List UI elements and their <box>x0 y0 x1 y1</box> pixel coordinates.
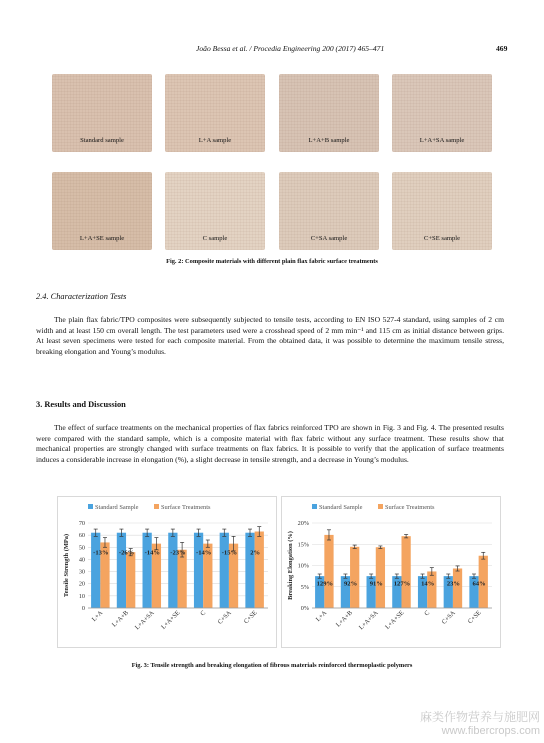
section-2-4-paragraph: The plain flax fabric/TPO composites were subsequently subjected to tensile tests, according to EN ISO 527-4 standard, using samples of 2 cm width and at least 150 cm overall length. The test parameters used were a crosshead speed of 2 mm min⁻¹ and 115 cm as initial distance between grips. At least seven specimens were tested for each composite material. From the obtained data, it was possible to determine the maximum tensile stress, breaking elongation and Young’s modulus. <box>36 315 504 356</box>
photo-label: C+SE sample <box>423 235 461 242</box>
x-tick-label: C <box>199 609 208 618</box>
section-3-heading: 3. Results and Discussion <box>36 400 126 409</box>
x-tick-label: L+A <box>90 609 105 623</box>
x-tick-label: C <box>423 609 432 618</box>
x-tick-label: L+A+SA <box>133 609 156 632</box>
x-tick-label: L+A+SE <box>384 609 406 631</box>
bar <box>168 533 177 608</box>
y-axis-label: Breaking Elongation (%) <box>287 531 294 600</box>
y-tick-label: 10% <box>297 562 309 570</box>
photo-la-sample <box>165 74 265 152</box>
percent-change-label: 23% <box>446 580 461 588</box>
watermark-logo-text: 麻类作物营养与施肥网 <box>419 710 540 724</box>
photo-csa-sample <box>279 172 379 250</box>
x-tick-label: L+A+SE <box>160 609 182 631</box>
section-2-4-heading: 2.4. Characterization Tests <box>36 292 127 301</box>
x-tick-label: C+SE <box>466 609 483 626</box>
bar <box>324 535 333 608</box>
x-tick-label: L+A+B <box>110 609 130 629</box>
x-tick-label: C+SA <box>440 609 457 626</box>
photo-c-sample <box>165 172 265 250</box>
y-tick-label: 30 <box>78 568 85 576</box>
bar <box>220 533 229 608</box>
breaking-elongation-chart <box>281 496 501 648</box>
photo-cse-sample <box>392 172 492 250</box>
bar <box>143 533 152 608</box>
page-number: 469 <box>496 44 508 53</box>
percent-change-label: 2% <box>250 549 261 557</box>
figure-2-photo-grid <box>52 74 496 253</box>
bar <box>245 533 254 608</box>
y-axis-label: Tensile Strength (MPa) <box>63 533 70 598</box>
percent-change-label: -26% <box>118 549 135 557</box>
photo-label: L+A+SA sample <box>419 137 465 144</box>
legend-swatch <box>154 504 159 509</box>
figure-3-caption: Fig. 3: Tensile strength and breaking elongation of fibrous materials reinforced thermoplastic polymers <box>131 662 413 669</box>
bar <box>453 568 462 608</box>
page-header <box>0 44 544 58</box>
legend <box>88 504 211 511</box>
bar <box>177 550 186 608</box>
bar <box>376 547 385 608</box>
legend-label: Standard Sample <box>319 504 363 511</box>
photo-lab-sample <box>279 74 379 152</box>
percent-change-label: -23% <box>170 549 186 557</box>
running-title: João Bessa et al. / Procedia Engineering 200 (2017) 465–471 <box>196 44 385 53</box>
photo-label: C+SA sample <box>310 235 348 242</box>
photo-lasa-sample <box>392 74 492 152</box>
y-tick-label: 50 <box>78 544 85 552</box>
percent-change-label: 64% <box>472 580 486 588</box>
x-tick-label: L+A <box>314 609 329 623</box>
y-tick-label: 70 <box>78 520 85 527</box>
percent-change-label: -14% <box>196 549 212 557</box>
legend <box>312 504 435 511</box>
x-tick-label: L+A+B <box>334 609 354 629</box>
photo-label: L+A sample <box>198 137 232 144</box>
percent-change-label: 14% <box>421 580 435 588</box>
section-3-paragraph: The effect of surface treatments on the mechanical properties of flax fabrics reinforced TPO are shown in Fig. 3 and Fig. 4. The presented results were compared with the standard sample, which is a composite material with flax fabric without any surface treatment. These results show that mechanical properties are strongly changed with surface treatments on flax fabrics. It is possible to verify that the application of surface treatments induces a considerable increase in elongation (%), a slight decrease in tensile strength, and a decrease in Young’s modulus. <box>36 423 504 464</box>
legend-swatch <box>312 504 317 509</box>
percent-change-label: -14% <box>144 549 160 557</box>
photo-standard-sample <box>52 74 152 152</box>
percent-change-label: 127% <box>393 580 411 588</box>
y-tick-label: 10 <box>78 592 85 600</box>
percent-change-label: 92% <box>343 580 358 588</box>
tensile-strength-chart <box>57 496 277 648</box>
watermark <box>420 708 540 737</box>
photo-label: C sample <box>202 235 228 242</box>
watermark-logo-url: www.fibercrops.com <box>441 725 540 737</box>
legend-label: Surface Treatments <box>161 504 211 511</box>
y-tick-label: 5% <box>300 583 309 591</box>
percent-change-label: -13% <box>93 549 109 557</box>
y-tick-label: 0 <box>81 605 85 612</box>
percent-change-label: 129% <box>316 580 334 588</box>
bar <box>255 532 264 609</box>
photo-label: L+A+B sample <box>308 137 350 144</box>
x-tick-label: C+SA <box>216 609 233 626</box>
y-tick-label: 15% <box>297 541 309 549</box>
y-tick-label: 0% <box>300 605 309 612</box>
photo-label: L+A+SE sample <box>79 235 125 242</box>
percent-change-label: -15% <box>221 549 238 557</box>
y-tick-label: 20% <box>297 520 309 527</box>
legend-label: Standard Sample <box>95 504 139 511</box>
photo-label: Standard sample <box>80 137 124 144</box>
bar <box>194 533 203 608</box>
bar <box>350 547 359 608</box>
y-tick-label: 60 <box>78 532 85 540</box>
bar <box>427 571 436 608</box>
legend-label: Surface Treatments <box>385 504 435 511</box>
bar <box>401 536 410 608</box>
photo-lase-sample <box>52 172 152 250</box>
y-tick-label: 20 <box>78 580 85 588</box>
bar <box>117 533 126 608</box>
bar <box>126 552 135 608</box>
legend-swatch <box>88 504 93 509</box>
legend-swatch <box>378 504 383 509</box>
x-tick-label: C+SE <box>242 609 259 626</box>
x-tick-label: L+A+SA <box>357 609 380 632</box>
figure-2-caption: Fig. 2: Composite materials with different plain flax fabric surface treatments <box>166 258 378 265</box>
y-tick-label: 40 <box>78 556 85 564</box>
bar <box>91 533 100 608</box>
tensile-strength-chart-svg <box>58 497 276 647</box>
percent-change-label: 91% <box>369 580 383 588</box>
breaking-elongation-chart-svg <box>282 497 500 647</box>
